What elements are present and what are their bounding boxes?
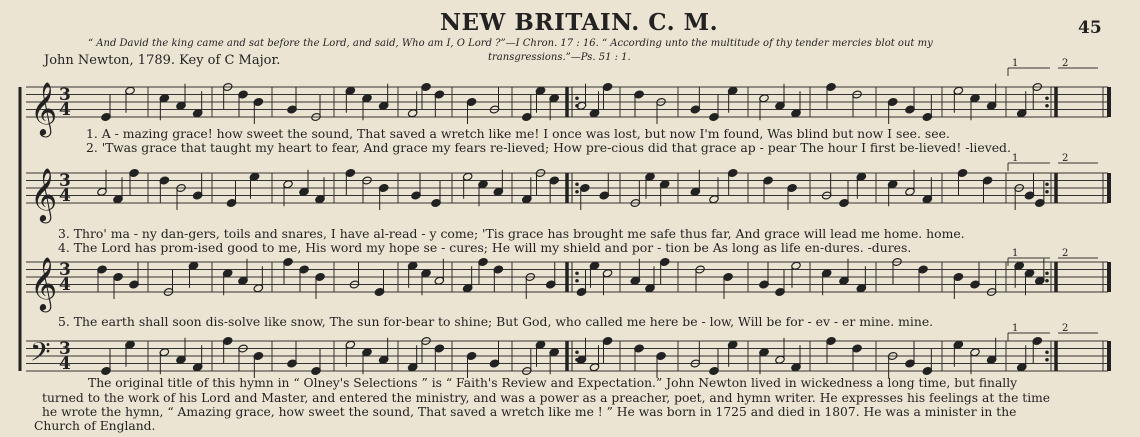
treble-clef-icon: 𝄞 [30, 167, 58, 221]
epigraph-line-1: “ And David the king came and sat before the Lord, and said, Who am I, O Lord ?”—I Chron. 17 : 16. “ According unto the multitude of thy tender mercies blot out my [88, 38, 933, 49]
lyric-verse-3: 3. Thro' ma - ny dan-gers, toils and snares, I have al-read - y come; 'Tis grace has brought me safe thus far, And grace will lead me home. home. [58, 226, 965, 241]
repeat-dot [1045, 190, 1049, 194]
repeat-dot [575, 182, 579, 186]
time-signature: 4 [59, 100, 71, 120]
footnote-line-1: The original title of this hymn in “ Olney's Selections ” is “ Faith's Review and Expectation.” John Newton lived in wickedness a long time, but finally [88, 376, 1018, 390]
repeat-dot [1045, 182, 1049, 186]
repeat-dot [1045, 350, 1049, 354]
repeat-dot [1045, 96, 1049, 100]
page-number: 45 [1078, 18, 1102, 38]
time-signature: 4 [59, 354, 71, 374]
footnote-line-2: turned to the work of his Lord and Master, and entered the ministry, and was a power as a preacher, poet, and hymn writer. He expresses his feelings at the time [42, 391, 1051, 405]
time-signature: 4 [59, 186, 71, 206]
repeat-dot [575, 271, 579, 275]
repeat-dot [575, 279, 579, 283]
time-signature: 3 [59, 260, 71, 280]
composer-and-key: John Newton, 1789. Key of C Major. [44, 53, 281, 68]
lyric-verse-4: 4. The Lord has prom-ised good to me, His word my hope se - cures; He will my shield and por - tion be As long as life en-dures. -dures. [58, 240, 912, 255]
footnote-line-3: he wrote the hymn, “ Amazing grace, how sweet the sound, That saved a wretch like me ! ” He was born in 1725 and died in 1807. He was a minister in the [42, 405, 1017, 419]
footnote-line-4: Church of England. [34, 419, 156, 433]
treble-clef-icon: 𝄞 [30, 256, 58, 310]
epigraph-line-2: transgressions.”—Ps. 51 : 1. [488, 52, 631, 63]
first-ending-number: 1 [1012, 323, 1019, 334]
repeat-dot [1045, 104, 1049, 108]
second-ending-number: 2 [1062, 153, 1069, 164]
time-signature: 3 [59, 339, 71, 359]
repeat-dot [1045, 279, 1049, 283]
time-signature: 3 [59, 85, 71, 105]
first-ending-number: 1 [1012, 153, 1019, 164]
time-signature: 3 [59, 171, 71, 191]
repeat-dot [1045, 358, 1049, 362]
second-ending-number: 2 [1062, 323, 1069, 334]
lyric-verse-1: 1. A - mazing grace! how sweet the sound, That saved a wretch like me! I once was lost, but now I'm found, Was blind but now I see. see. [86, 126, 950, 141]
first-ending-number: 1 [1012, 248, 1019, 259]
first-ending-number: 1 [1012, 58, 1019, 69]
hymn-title: NEW BRITAIN. C. M. [440, 9, 719, 36]
repeat-dot [575, 96, 579, 100]
lyric-verse-5: 5. The earth shall soon dis-solve like snow, The sun for-bear to shine; But God, who called me here be - low, Will be for - ev - er mine. mine. [58, 314, 934, 329]
second-ending-number: 2 [1062, 248, 1069, 259]
second-ending-number: 2 [1062, 58, 1069, 69]
lyric-verse-2: 2. 'Twas grace that taught my heart to fear, And grace my fears re-lieved; How pre-cious did that grace ap - pear The hour I first be-lieved! -lieved. [86, 140, 1011, 155]
repeat-dot [1045, 271, 1049, 275]
repeat-dot [575, 190, 579, 194]
repeat-dot [575, 350, 579, 354]
bass-clef-icon: 𝄢 [30, 336, 51, 374]
treble-clef-icon: 𝄞 [30, 81, 58, 135]
time-signature: 4 [59, 275, 71, 295]
